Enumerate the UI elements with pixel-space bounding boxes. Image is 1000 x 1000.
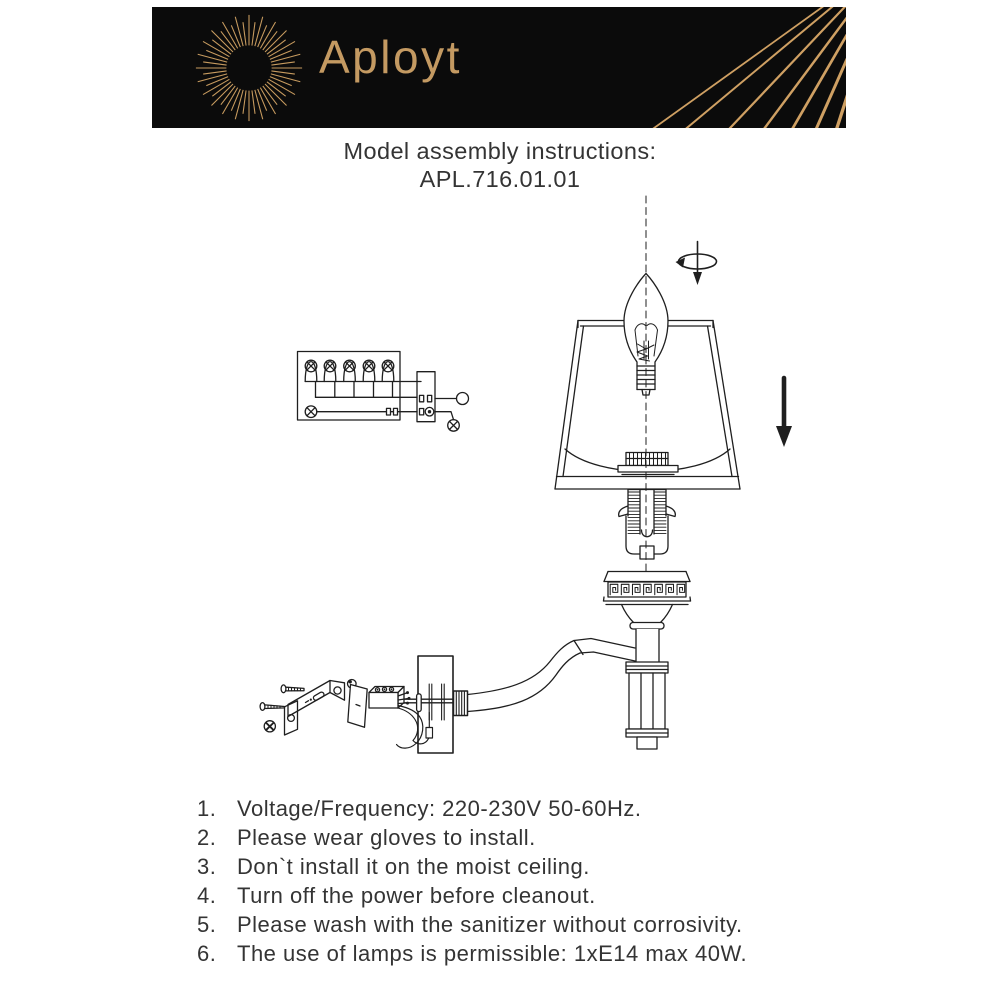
page-title: Model assembly instructions: [343,138,657,164]
mounting-hardware [260,656,453,753]
wall-arm [454,639,636,716]
item-number: 5. [197,911,217,937]
list-item [197,853,747,882]
item-number: 6. [197,940,217,966]
item-text: Please wash with the sanitizer without corrosivity. [237,911,743,937]
item-number: 3. [197,853,217,879]
list-item [197,824,747,853]
list-item [197,795,747,824]
item-text: Voltage/Frequency: 220-230V 50-60Hz. [237,796,642,821]
list-item [197,940,747,969]
item-number: 4. [197,882,217,908]
item-text: The use of lamps is permissible: 1xE14 max 40W. [237,940,748,966]
item-number: 1. [197,796,217,821]
model-number: APL.716.01.01 [419,166,581,192]
rotation-arrow-icon [676,242,717,286]
wiring-diagram [298,352,469,432]
list-item [197,911,747,940]
item-text: Turn off the power before cleanout. [237,882,596,908]
down-arrow-icon [776,378,792,447]
lamp-column [604,572,691,750]
list-item [197,882,747,911]
terminal-block [369,687,411,709]
item-text: Don`t install it on the moist ceiling. [237,853,590,879]
brand-text: Aployt [319,31,462,83]
item-text: Please wear gloves to install. [237,824,536,850]
lamp-socket [619,490,676,560]
item-number: 2. [197,824,217,850]
wall-bracket [285,681,345,736]
instructions-list [197,795,747,968]
